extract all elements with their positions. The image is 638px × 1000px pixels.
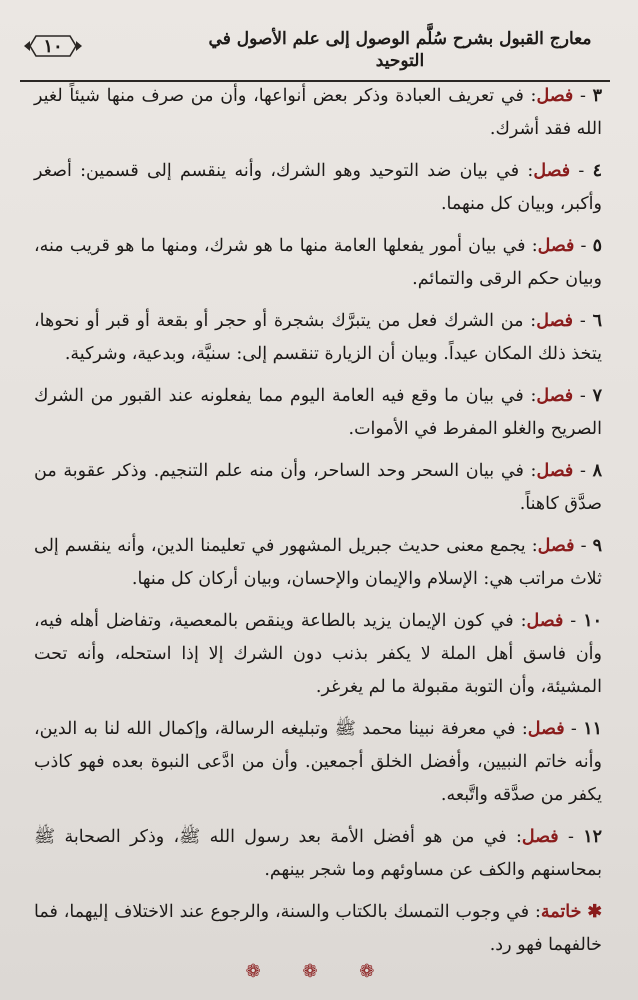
table-of-sections	[34, 80, 602, 971]
section-item-11: ١١ - فصل: في معرفة نبينا محمد ﷺ وتبليغه الرسالة، وإكمال الله لنا به الدين، وأنه خاتم النبيين، وأفضل الخلق أجمعين. وأن من ادَّعى النبوة بعده فهو كاذب يكفر من صدَّقه واتَّبعه.	[34, 719, 602, 805]
section-item-3: ٣ - فصل: في تعريف العبادة وذكر بعض أنواعها، وأن من صرف منها شيئاً لغير الله فقد أشرك.	[34, 86, 602, 139]
section-item-7: ٧ - فصل: في بيان ما وقع فيه العامة اليوم مما يفعلونه عند القبور من الشرك الصريح والغلو المفرط في الأموات.	[34, 386, 602, 439]
section-item-8: ٨ - فصل: في بيان السحر وحد الساحر، وأن منه علم التنجيم. وذكر عقوبة من صدَّق كاهناً.	[34, 461, 602, 514]
page-number-badge	[22, 32, 84, 60]
star-icon: ✱	[587, 902, 602, 922]
conclusion-item: ✱ خاتمة: في وجوب التمسك بالكتاب والسنة، والرجوع عند الاختلاف إليهما، فما خالفهما فهو رد.	[34, 902, 602, 955]
section-item-12: ١٢ - فصل: في من هو أفضل الأمة بعد رسول الله ﷺ، وذكر الصحابة ﷺ بمحاسنهم والكف عن مساوئهم وما شجر بينهم.	[34, 827, 602, 880]
section-item-10: ١٠ - فصل: في كون الإيمان يزيد بالطاعة وينقص بالمعصية، وتفاضل أهله فيه، وأن فاسق أهل الملة لا يكفر بذنب دون الشرك إلا إذا استحله، وأنه تحت المشيئة، وأن التوبة مقبولة ما لم يغرغر.	[34, 611, 602, 697]
page-number: ١٠	[43, 35, 63, 57]
section-item-6: ٦ - فصل: من الشرك فعل من يتبرَّك بشجرة أو حجر أو بقعة أو قبر أو نحوها، يتخذ ذلك المكان عيداً. وبيان أن الزيارة تنقسم إلى: سنيَّة، وبدعية، وشركية.	[34, 311, 602, 364]
section-item-9: ٩ - فصل: يجمع معنى حديث جبريل المشهور في تعليمنا الدين، وأنه ينقسم إلى ثلاث مراتب هي: الإسلام والإيمان والإحسان، وبيان أركان كل منها.	[34, 536, 602, 589]
section-item-4: ٤ - فصل: في بيان ضد التوحيد وهو الشرك، وأنه ينقسم إلى قسمين: أصغر وأكبر، وبيان كل منهما.	[34, 161, 602, 214]
section-item-5: ٥ - فصل: في بيان أمور يفعلها العامة منها ما هو شرك، ومنها ما هو قريب منه، وبيان حكم الرقى والتمائم.	[34, 236, 603, 289]
running-title: معارج القبول بشرح سُلَّم الوصول إلى علم الأصول في التوحيد	[208, 29, 592, 71]
flower-ornament-icon: ❁ ❁ ❁	[245, 961, 393, 982]
page-header	[0, 20, 638, 80]
